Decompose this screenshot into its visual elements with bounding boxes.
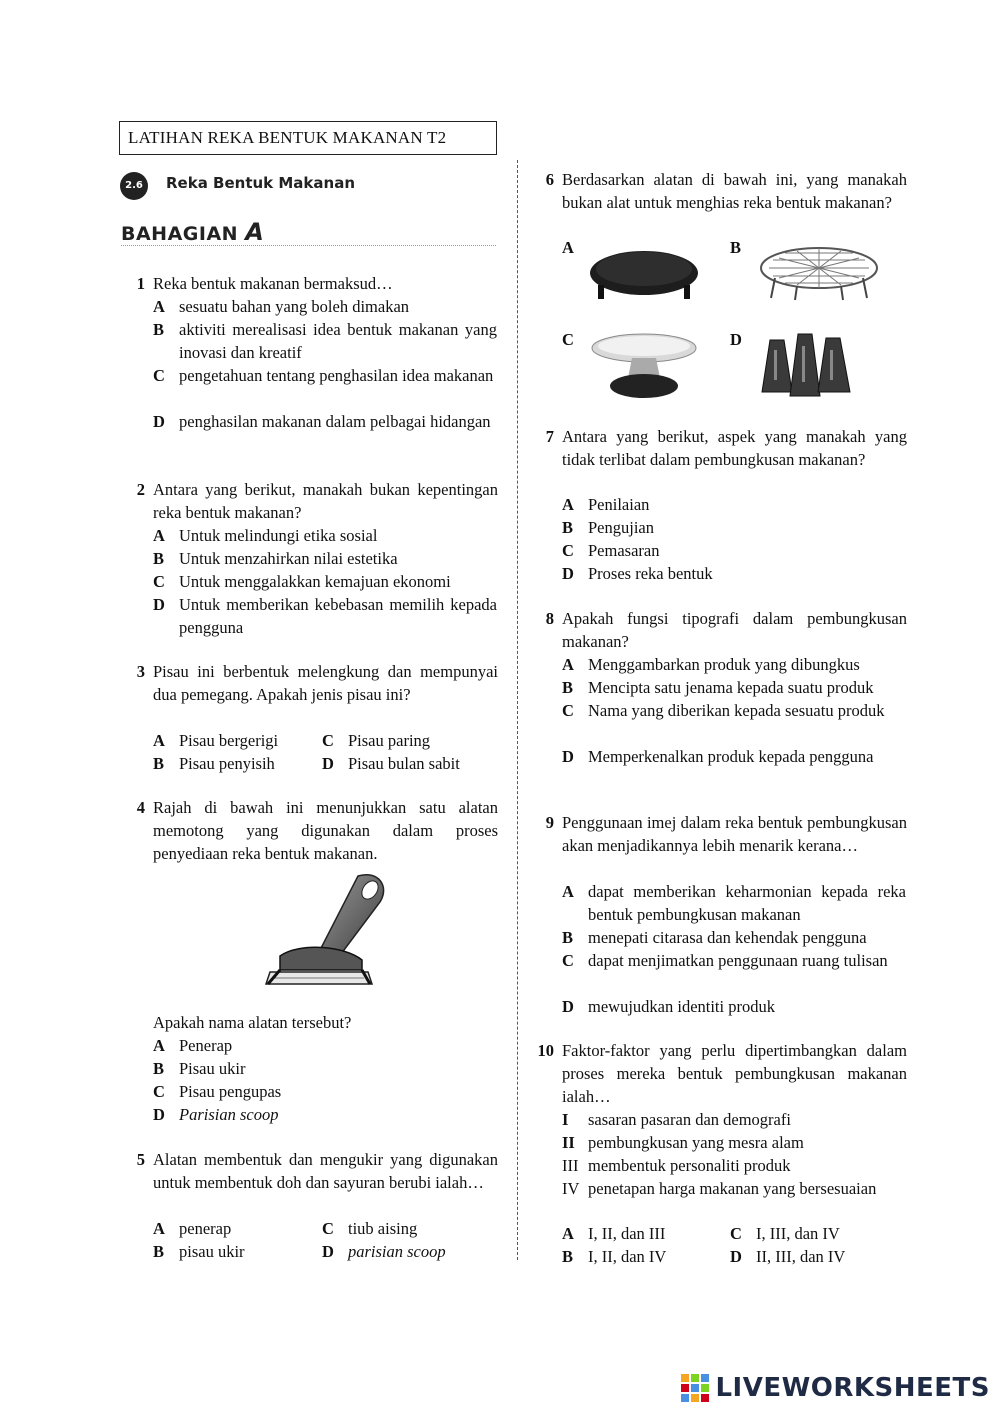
question-text: Antara yang berikut, aspek yang manakah yang tidak terlibat dalam pembungkusan makanan? [562,427,907,469]
question-text: Alatan membentuk dan mengukir yang digunakan untuk membentuk doh dan sayuran berubi ialah… [153,1150,498,1192]
q7-option-d[interactable]: D Proses reka bentuk [562,564,713,583]
q6-option-c[interactable]: C [562,330,574,349]
q6-option-a[interactable]: A [562,238,574,257]
q9-option-b[interactable]: B menepati citarasa dan kehendak pengguna [562,928,867,947]
question-text: Rajah di bawah ini menunjukkan satu alatan memotong yang digunakan dalam proses penyediaan reka bentuk makanan. [153,798,498,863]
peeler-image [250,872,400,1002]
question-number: 6 [545,170,554,189]
q3-option-d[interactable]: D Pisau bulan sabit [322,754,460,773]
worksheet-title: LATIHAN REKA BENTUK MAKANAN T2 [119,121,497,155]
q4-subquestion: Apakah nama alatan tersebut? [153,1013,352,1032]
q5-option-d[interactable]: D parisian scoop [322,1242,446,1261]
q5-option-a[interactable]: A penerap [153,1219,232,1238]
question-number: 5 [136,1150,145,1169]
part-label: BAHAGIAN [121,223,239,245]
q2-option-b[interactable]: B Untuk menzahirkan nilai estetika [153,549,398,568]
part-letter: A [245,218,265,246]
piping-nozzles-image [760,330,860,404]
q7-option-b[interactable]: B Pengujian [562,518,654,537]
question-number: 10 [537,1041,554,1060]
question-number: 1 [136,274,145,293]
liveworksheets-logo [681,1373,990,1403]
q7-option-a[interactable]: A Penilaian [562,495,650,514]
q9-option-c[interactable]: C dapat menjimatkan penggunaan ruang tulisan [562,951,888,970]
q4-option-b[interactable]: B Pisau ukir [153,1059,246,1078]
q5-option-c[interactable]: C tiub aising [322,1219,418,1238]
question-number: 3 [136,662,145,681]
question-text: Penggunaan imej dalam reka bentuk pembungkusan akan menjadikannya lebih menarik kerana… [562,813,907,855]
q4-option-c[interactable]: C Pisau pengupas [153,1082,282,1101]
q3-option-a[interactable]: A Pisau bergerigi [153,731,279,750]
q8-option-a[interactable]: A Menggambarkan produk yang dibungkus [562,655,860,674]
question-number: 8 [545,609,554,628]
question-text: Apakah fungsi tipografi dalam pembungkusan makanan? [562,609,907,651]
question-number: 9 [545,813,554,832]
cooling-rack-image [757,242,881,304]
baking-tray-image [588,245,700,307]
q6-option-b[interactable]: B [730,238,742,257]
logo-grid-icon [681,1374,709,1402]
q2-option-a[interactable]: A Untuk melindungi etika sosial [153,526,378,545]
q10-statement-4: IV penetapan harga makanan yang bersesuaian [562,1179,877,1198]
q9-option-d[interactable]: D mewujudkan identiti produk [562,997,775,1016]
question-text: Antara yang berikut, manakah bukan kepentingan reka bentuk makanan? [153,480,498,522]
q10-statement-3: III membentuk personaliti produk [562,1156,791,1175]
q8-option-d[interactable]: D Memperkenalkan produk kepada pengguna [562,747,874,766]
question-number: 4 [136,798,145,817]
q10-statement-2: II pembungkusan yang mesra alam [562,1133,804,1152]
q4-option-a[interactable]: A Penerap [153,1036,233,1055]
q10-option-c[interactable]: C I, III, dan IV [730,1224,840,1243]
q10-statement-1: I sasaran pasaran dan demografi [562,1110,791,1129]
q8-option-b[interactable]: B Mencipta satu jenama kepada suatu produk [562,678,874,697]
q2-option-d[interactable]: D Untuk memberikan kebebasan memilih kepada pengguna [153,595,497,637]
question-number: 7 [545,427,554,446]
q2-option-c[interactable]: C Untuk menggalakkan kemajuan ekonomi [153,572,451,591]
section-number-badge: 2.6 [120,172,148,200]
q7-option-c[interactable]: C Pemasaran [562,541,660,560]
q8-option-c[interactable]: C Nama yang diberikan kepada sesuatu produk [562,701,885,720]
section-title: Reka Bentuk Makanan [166,174,356,192]
part-heading [121,218,264,246]
part-heading-rule [121,245,496,247]
cake-turntable-image [588,328,700,404]
q10-option-b[interactable]: B I, II, dan IV [562,1247,667,1266]
question-text: Pisau ini berbentuk melengkung dan mempunyai dua pemegang. Apakah jenis pisau ini? [153,662,498,704]
q5-option-b[interactable]: B pisau ukir [153,1242,245,1261]
question-text: Faktor-faktor yang perlu dipertimbangkan dalam proses mereka bentuk pembungkusan makanan ialah… [562,1041,907,1106]
q4-option-d[interactable]: D Parisian scoop [153,1105,279,1124]
q6-option-d[interactable]: D [730,330,742,349]
q9-option-a[interactable]: A dapat memberikan keharmonian kepada reka bentuk pembungkusan makanan [562,882,906,924]
column-divider [517,160,518,1260]
question-text: Reka bentuk makanan bermaksud… [153,274,393,293]
q10-option-d[interactable]: D II, III, dan IV [730,1247,846,1266]
q3-option-b[interactable]: B Pisau penyisih [153,754,275,773]
q10-option-a[interactable]: A I, II, dan III [562,1224,666,1243]
q3-option-c[interactable]: C Pisau paring [322,731,431,750]
q1-option-b[interactable]: B aktiviti merealisasi idea bentuk makanan yang inovasi dan kreatif [153,320,497,362]
q1-option-c[interactable]: C pengetahuan tentang penghasilan idea makanan [153,366,494,385]
question-number: 2 [136,480,145,499]
q1-option-d[interactable]: D penghasilan makanan dalam pelbagai hidangan [153,412,491,431]
logo-text: LIVEWORKSHEETS [715,1373,990,1403]
question-text: Berdasarkan alatan di bawah ini, yang manakah bukan alat untuk menghias reka bentuk makanan? [562,170,907,212]
q1-option-a[interactable]: A sesuatu bahan yang boleh dimakan [153,297,410,316]
